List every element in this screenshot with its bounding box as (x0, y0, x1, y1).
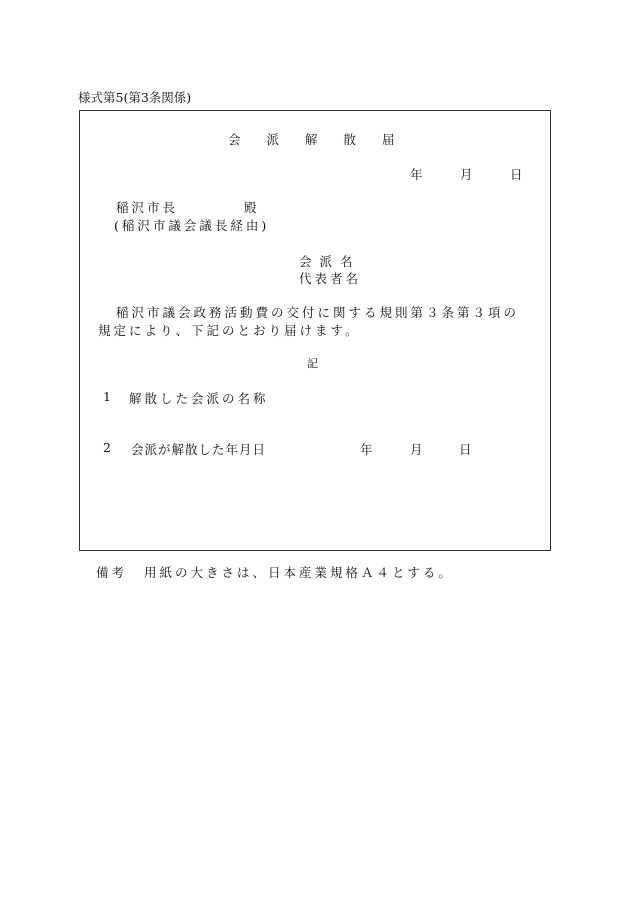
date-day: 日 (510, 167, 523, 182)
item-2-day: 日 (459, 442, 472, 457)
addressee-name: 稲沢市長 (116, 200, 179, 215)
item-1-label: 解散した会派の名称 (129, 391, 269, 406)
note-text: 用紙の大きさは、日本産業規格Ａ４とする。 (144, 565, 455, 580)
item-2-month: 月 (410, 442, 423, 457)
item-2-number: 2 (103, 440, 111, 455)
faction-name-label: 会派名 (299, 254, 361, 269)
date-month: 月 (460, 167, 473, 182)
note-label: 備考 (96, 565, 128, 580)
body-line-2: 規定により、下記のとおり届けます。 (98, 323, 361, 338)
form-number: 様式第5(第3条関係) (78, 90, 192, 105)
item-1-number: 1 (103, 389, 111, 404)
item-2-label: 会派が解散した年月日 (131, 442, 267, 457)
item-2-year: 年 (360, 442, 373, 457)
form-title: 会 派 解 散 届 (228, 132, 406, 147)
addressee-honorific: 殿 (244, 200, 257, 215)
body-line-1: 稲沢市議会政務活動費の交付に関する規則第３条第３項の (116, 305, 520, 320)
date-year: 年 (410, 167, 423, 182)
representative-name-label: 代表者名 (299, 271, 362, 286)
addressee-via: (稲沢市議会議長経由) (114, 218, 270, 233)
ki-label: 記 (307, 357, 318, 370)
